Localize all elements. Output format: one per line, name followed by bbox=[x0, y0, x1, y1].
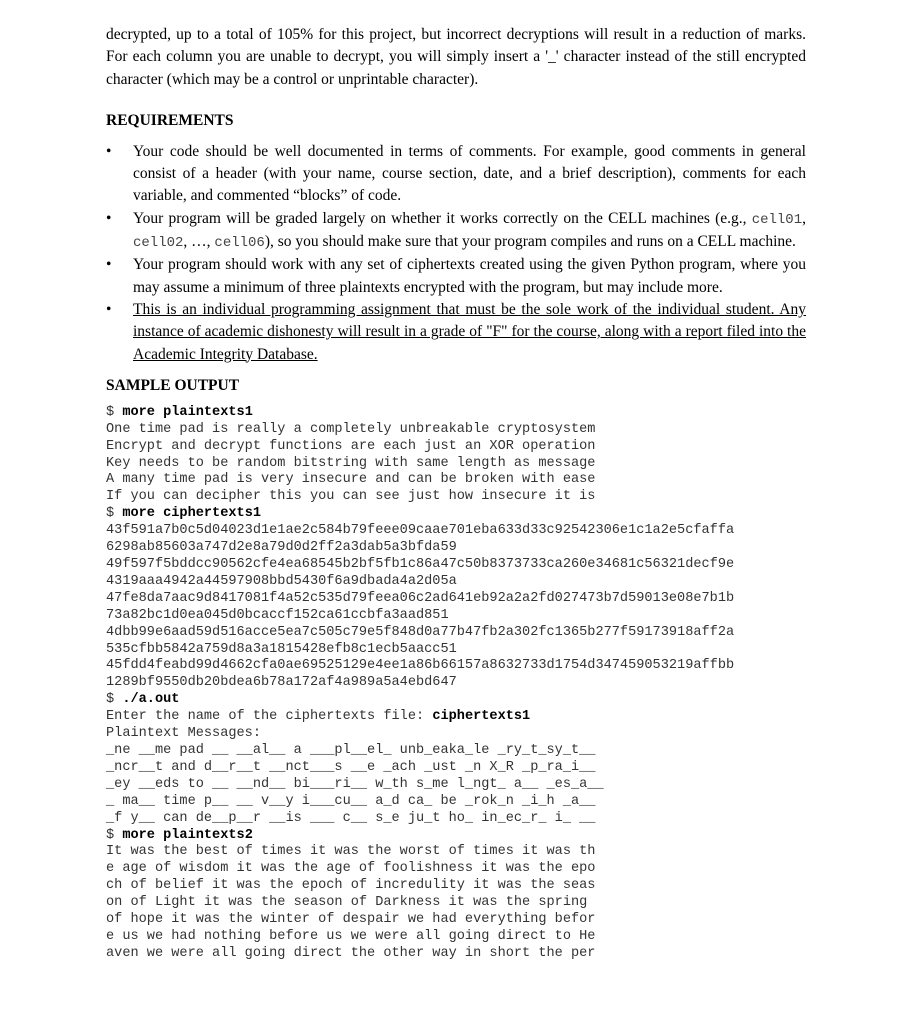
output-line: 535cfbb5842a759d8a3a1815428efb8c1ecb5aacc51 bbox=[106, 641, 457, 657]
requirement-item-cell-machines bbox=[106, 208, 806, 255]
requirement-item-ciphertexts bbox=[106, 254, 806, 299]
output-line: _ ma__ time p__ __ v__y i___cu__ a_d ca_ be _rok_n _i_h _a__ bbox=[106, 793, 596, 809]
command: more plaintexts1 bbox=[122, 404, 253, 420]
output-line: 47fe8da7aac9d8417081f4a52c535d79feea06c2ad641eb92a2a2fd027473b7d59013e08e7b1b bbox=[106, 590, 735, 606]
separator: , …, bbox=[183, 233, 215, 251]
requirement-text: Your program should work with any set of ciphertexts created using the given Python program, where you may assume a minimum of three plaintexts encrypted with the program, but may include more. bbox=[133, 256, 806, 296]
output-line: of hope it was the winter of despair we had everything befor bbox=[106, 912, 596, 928]
requirement-text-post: ), so you should make sure that your program compiles and runs on a CELL machine. bbox=[264, 233, 796, 251]
command: ./a.out bbox=[122, 692, 180, 708]
shell-prompt: $ bbox=[106, 404, 123, 420]
command-line bbox=[106, 506, 806, 523]
terminal-output bbox=[106, 405, 806, 963]
shell-prompt: $ bbox=[106, 692, 123, 708]
requirement-text-underlined: This is an individual programming assignment that must be the sole work of the individual student. Any instance of academic dishonesty will result in a grade of "F" for the course, along with a report filed into the Academic Integrity Database. bbox=[133, 300, 806, 363]
machine-name-cell02: cell02 bbox=[133, 235, 184, 252]
machine-name-cell06: cell06 bbox=[214, 235, 265, 252]
output-line: 4319aaa4942a44597908bbd5430f6a9dbada4a2d05a bbox=[106, 573, 457, 589]
filename-value: ciphertexts1 bbox=[432, 709, 531, 725]
machine-name-cell01: cell01 bbox=[751, 211, 803, 228]
requirement-item-documentation bbox=[106, 141, 806, 208]
requirements-list bbox=[106, 141, 806, 366]
plaintext-messages-label: Plaintext Messages: bbox=[106, 726, 261, 742]
output-line: _ncr__t and d__r__t __nct___s __e _ach _ust _n X_R _p_ra_i__ bbox=[106, 759, 596, 775]
sample-output-heading: SAMPLE OUTPUT bbox=[106, 376, 240, 394]
bullet-icon: • bbox=[106, 256, 112, 274]
output-line: 43f591a7b0c5d04023d1e1ae2c584b79feee09caae701eba633d33c92542306e1c1a2e5cfaffa bbox=[106, 523, 735, 539]
requirement-text: Your code should be well documented in terms of comments. For example, good comments in general consist of a header (with your name, course section, date, and a brief description), comments for each variable, and commented “blocks” of code. bbox=[133, 142, 806, 205]
output-line: on of Light it was the season of Darkness it was the spring bbox=[106, 895, 588, 911]
requirement-text-pre: Your program will be graded largely on whether it works correctly on the CELL machines (e.g., bbox=[133, 209, 752, 227]
filename-prompt-line bbox=[106, 709, 806, 726]
output-line: Encrypt and decrypt functions are each just an XOR operation bbox=[106, 438, 596, 454]
command: more ciphertexts1 bbox=[122, 506, 262, 522]
intro-paragraph: decrypted, up to a total of 105% for this project, but incorrect decryptions will result in a reduction of marks. For each column you are unable to decrypt, you will simply insert a '_' character instead of the still encrypted character (which may be a control or unprintable character). bbox=[106, 26, 806, 88]
output-line: _ey __eds to __ __nd__ bi___ri__ w_th s_me l_ngt_ a__ _es_a__ bbox=[106, 776, 604, 792]
filename-prompt: Enter the name of the ciphertexts file: bbox=[106, 709, 433, 725]
shell-prompt: $ bbox=[106, 827, 123, 843]
output-line: If you can decipher this you can see just how insecure it is bbox=[106, 489, 596, 505]
output-line: _f y__ can de__p__r __is ___ c__ s_e ju_t ho_ in_ec_r_ i_ __ bbox=[106, 810, 596, 826]
output-line: e age of wisdom it was the age of foolishness it was the epo bbox=[106, 861, 596, 877]
command-line bbox=[106, 405, 806, 422]
command-line bbox=[106, 828, 806, 845]
output-line: _ne __me pad __ __al__ a ___pl__el_ unb_eaka_le _ry_t_sy_t__ bbox=[106, 742, 596, 758]
output-line: One time pad is really a completely unbreakable cryptosystem bbox=[106, 421, 596, 437]
command-line bbox=[106, 692, 806, 709]
bullet-icon: • bbox=[106, 142, 112, 160]
bullet-icon: • bbox=[106, 209, 112, 227]
decrypted-lines bbox=[106, 743, 806, 828]
document-page bbox=[106, 24, 806, 963]
output-line: 73a82bc1d0ea045d0bcaccf152ca61ccbfa3aad851 bbox=[106, 607, 449, 623]
plaintexts2-lines bbox=[106, 844, 806, 962]
output-line: 4dbb99e6aad59d516acce5ea7c505c79e5f848d0a77b47fb2a302fc1365b277f59173918aff2a bbox=[106, 624, 735, 640]
requirement-item-academic-integrity bbox=[106, 299, 806, 366]
output-line: 1289bf9550db20bdea6b78a172af4a989a5a4ebd647 bbox=[106, 675, 457, 691]
bullet-icon: • bbox=[106, 300, 112, 318]
output-line: aven we were all going direct the other way in short the per bbox=[106, 945, 596, 961]
command: more plaintexts2 bbox=[122, 827, 253, 843]
output-line: 6298ab85603a747d2e8a79d0d2ff2a3dab5a3bfda59 bbox=[106, 540, 457, 556]
plaintexts1-lines bbox=[106, 422, 806, 507]
output-line: e us we had nothing before us we were all going direct to He bbox=[106, 928, 596, 944]
output-line: ch of belief it was the epoch of incredulity it was the seas bbox=[106, 878, 596, 894]
output-line: 49f597f5bddcc90562cfe4ea68545b2bf5fb1c86a47c50b8373733ca260e34681c56321decf9e bbox=[106, 557, 735, 573]
output-line: A many time pad is very insecure and can be broken with ease bbox=[106, 472, 596, 488]
requirements-heading: REQUIREMENTS bbox=[106, 111, 234, 129]
ciphertexts1-lines bbox=[106, 523, 806, 692]
output-line: Key needs to be random bitstring with same length as message bbox=[106, 455, 596, 471]
output-line: It was the best of times it was the worst of times it was th bbox=[106, 844, 596, 860]
shell-prompt: $ bbox=[106, 506, 123, 522]
output-line: 45fdd4feabd99d4662cfa0ae69525129e4ee1a86b66157a8632733d1754d347459053219affbb bbox=[106, 658, 735, 674]
separator: , bbox=[802, 209, 806, 227]
